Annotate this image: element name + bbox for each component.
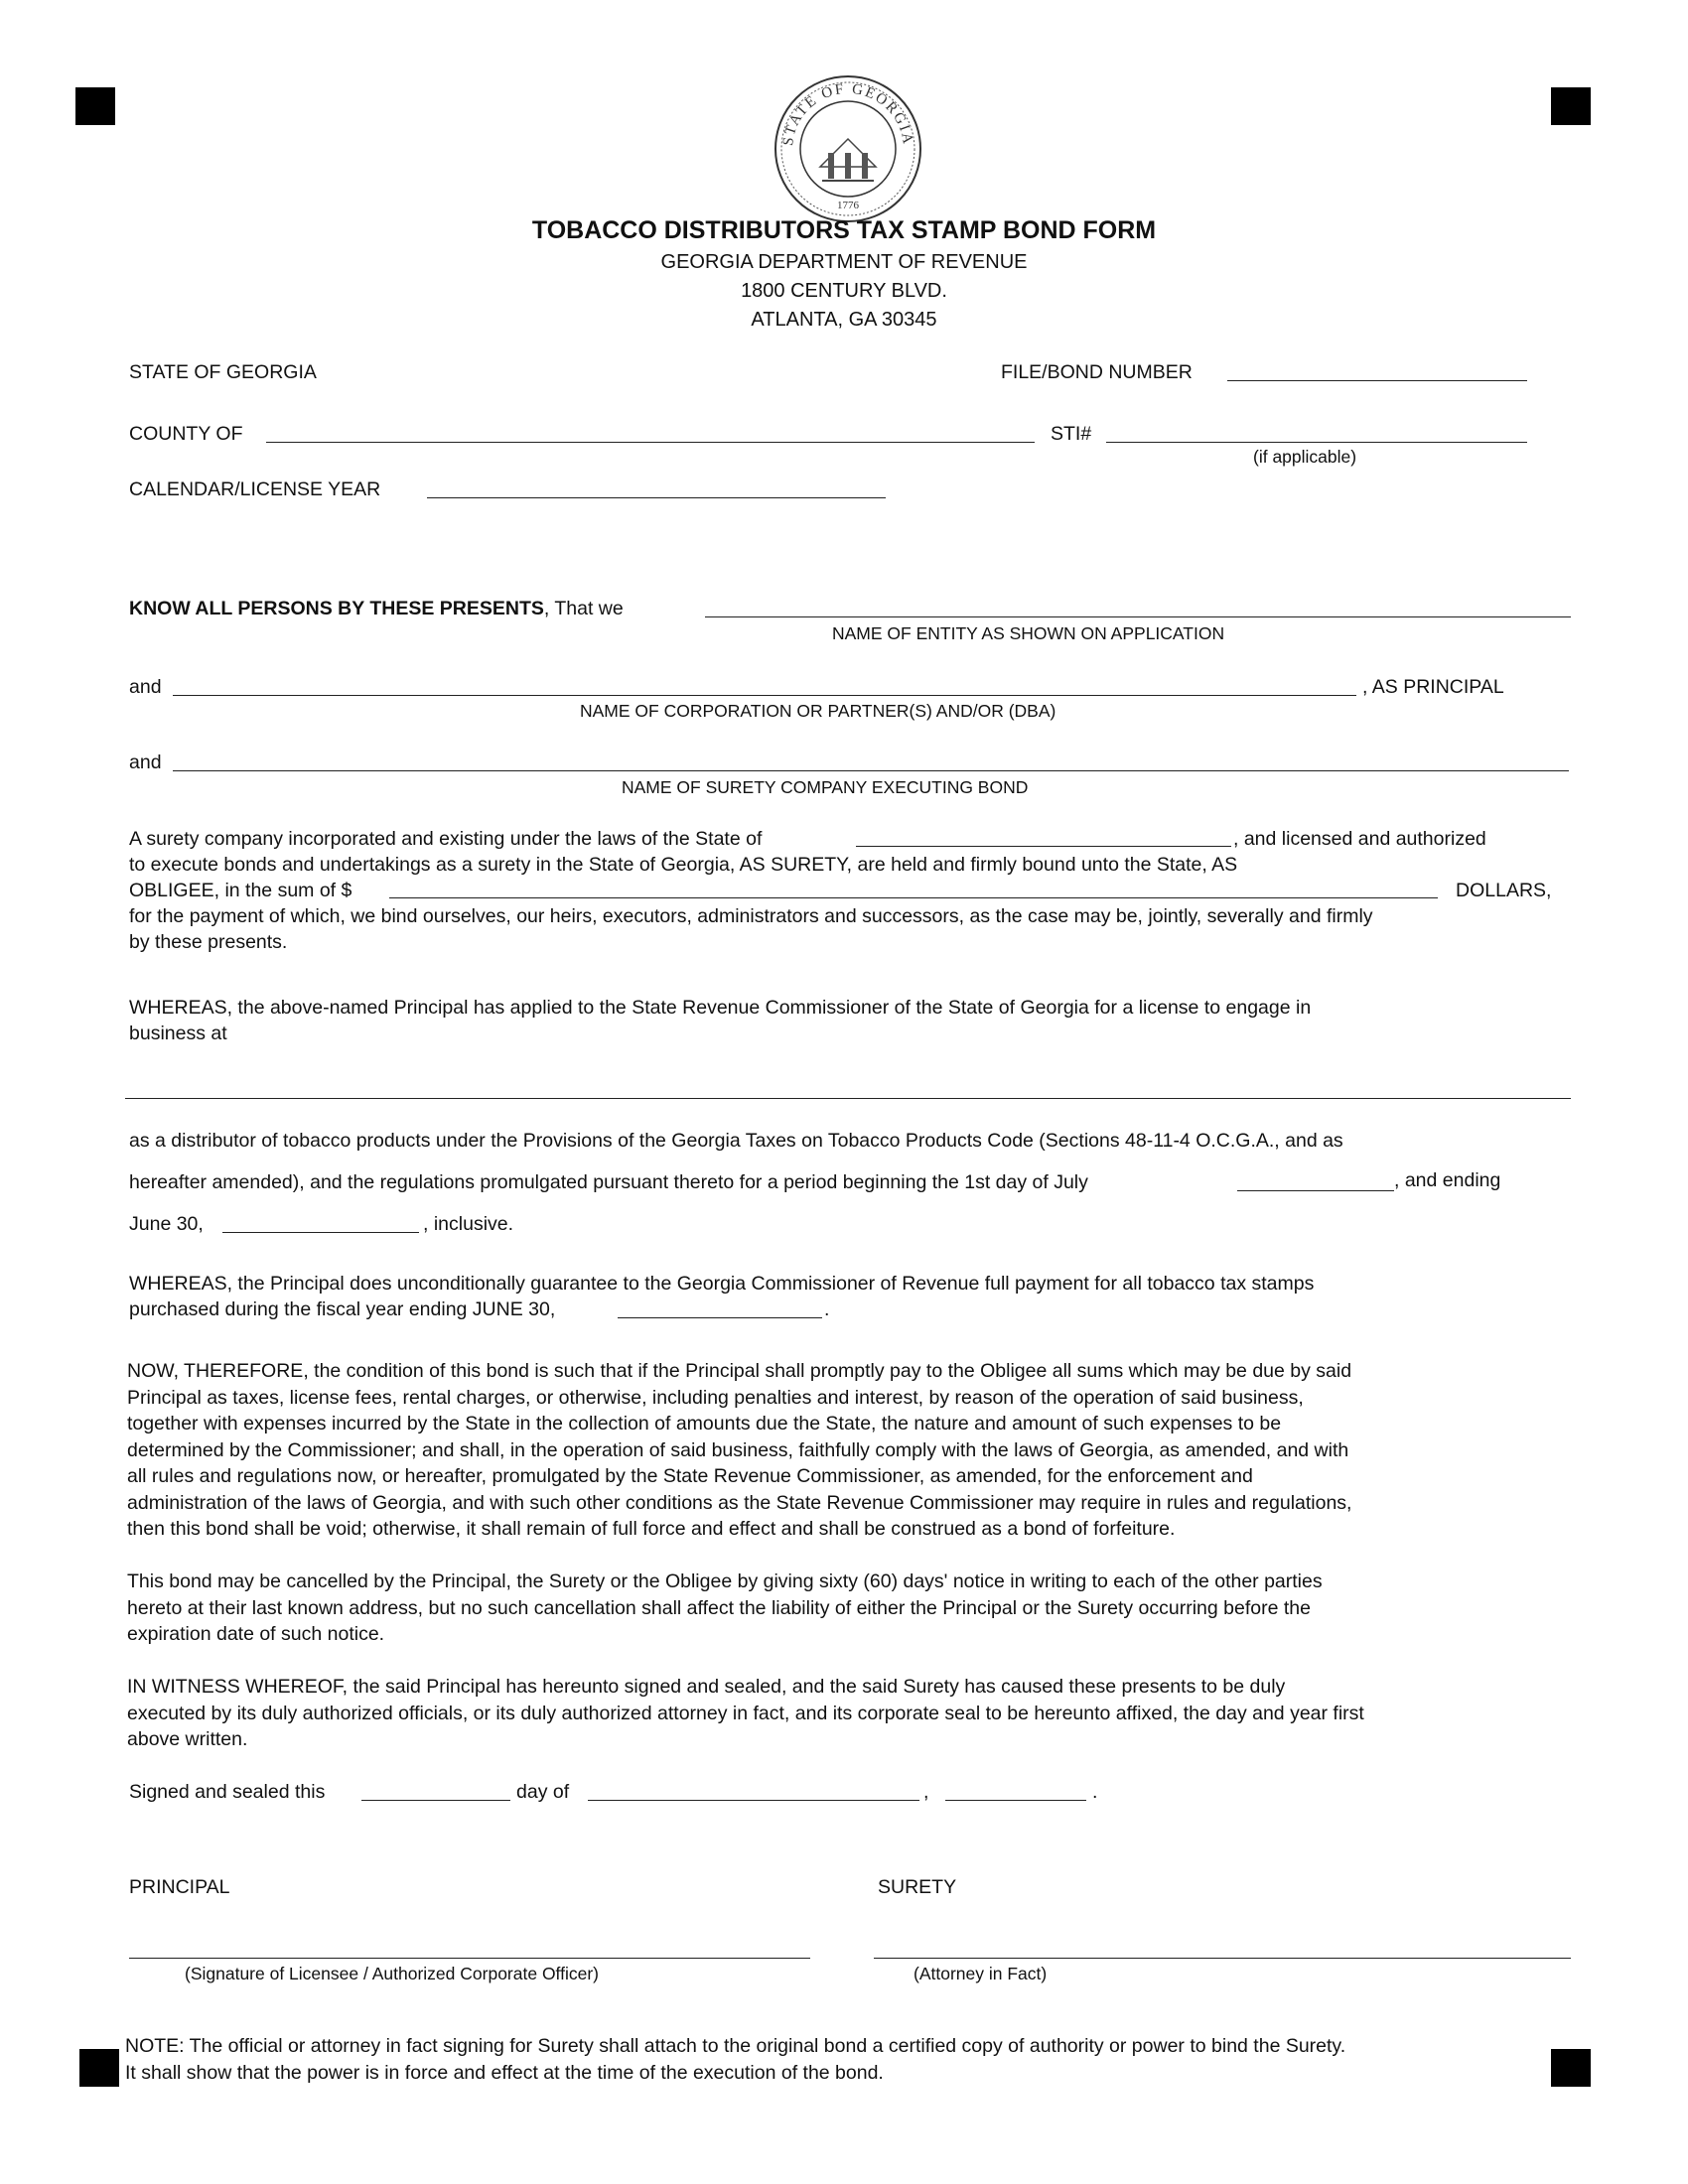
surety-state-field[interactable] <box>856 846 1231 847</box>
whereas-1-line-2: business at <box>129 1023 227 1044</box>
signed-year-field[interactable] <box>945 1800 1086 1801</box>
registration-mark-top-right <box>1551 87 1591 125</box>
entity-name-caption: NAME OF ENTITY AS SHOWN ON APPLICATION <box>832 623 1225 643</box>
note-line: It shall show that the power is in force and effect at the time of the execution of the bond. <box>125 2061 884 2084</box>
state-label: STATE OF GEORGIA <box>129 361 317 383</box>
georgia-state-seal <box>773 73 923 224</box>
corporation-name-field[interactable] <box>173 695 1356 696</box>
note-paragraph <box>125 2033 1555 2086</box>
cancellation-paragraph <box>127 1569 1557 1648</box>
now-therefore-line: NOW, THEREFORE, the condition of this bond is such that if the Principal shall promptly pay to the Obligee all sums which may be due by said <box>127 1360 1352 1382</box>
corporation-name-caption: NAME OF CORPORATION OR PARTNER(S) AND/OR (DBA) <box>580 701 1056 721</box>
calendar-license-year-label: CALENDAR/LICENSE YEAR <box>129 478 381 500</box>
now-therefore-paragraph <box>127 1358 1557 1543</box>
address-line-2: ATLANTA, GA 30345 <box>751 309 937 331</box>
if-applicable-note: (if applicable) <box>1253 447 1357 467</box>
registration-mark-top-left <box>75 87 115 125</box>
county-label: COUNTY OF <box>129 423 243 445</box>
bond-sum-field[interactable] <box>389 897 1438 898</box>
svg-text:1776: 1776 <box>837 200 859 211</box>
principal-signature-caption: (Signature of Licensee / Authorized Corporate Officer) <box>185 1964 599 1983</box>
surety-para-line-3b: DOLLARS, <box>1456 880 1552 901</box>
july-year-field[interactable] <box>1237 1190 1394 1191</box>
day-of-label: day of <box>516 1781 570 1803</box>
surety-signature-field[interactable] <box>874 1958 1571 1959</box>
fiscal-year-field[interactable] <box>618 1317 822 1318</box>
surety-para-line-5: by these presents. <box>129 931 288 953</box>
cancellation-line: This bond may be cancelled by the Principal, the Surety or the Obligee by giving sixty (60) days' notice in writing to each of the other parties <box>127 1570 1323 1592</box>
now-therefore-line: administration of the laws of Georgia, and with such other conditions as the State Revenue Commissioner may require in rules and regulations, <box>127 1491 1352 1514</box>
now-therefore-line: all rules and regulations now, or hereafter, promulgated by the State Revenue Commissioner, as amended, for the enforcement and <box>127 1465 1253 1487</box>
sti-field[interactable] <box>1106 442 1527 443</box>
file-bond-number-label: FILE/BOND NUMBER <box>1001 361 1193 383</box>
distributor-line-2b: , and ending <box>1394 1169 1501 1191</box>
cancellation-line: expiration date of such notice. <box>127 1623 385 1645</box>
form-title: TOBACCO DISTRIBUTORS TAX STAMP BOND FORM <box>531 216 1157 244</box>
as-principal-label: , AS PRINCIPAL <box>1362 676 1504 698</box>
signed-sealed-label: Signed and sealed this <box>129 1781 326 1803</box>
cancellation-line: hereto at their last known address, but no such cancellation shall affect the liability of either the Principal or the Surety occurring before the <box>127 1596 1311 1619</box>
surety-para-line-1b: , and licensed and authorized <box>1233 828 1486 850</box>
whereas-2-line-2a: purchased during the fiscal year ending JUNE 30, <box>129 1298 556 1320</box>
registration-mark-bottom-left <box>79 2049 119 2087</box>
surety-company-field[interactable] <box>173 770 1569 771</box>
surety-para-line-4: for the payment of which, we bind ourselves, our heirs, executors, administrators and successors, as the case may be, jointly, severally and firmly <box>129 905 1373 927</box>
now-therefore-line: then this bond shall be void; otherwise, it shall remain of full force and effect and shall be construed as a bond of forfeiture. <box>127 1518 1176 1540</box>
distributor-line-2a: hereafter amended), and the regulations promulgated pursuant thereto for a period beginning the 1st day of July <box>129 1171 1088 1193</box>
distributor-line-1: as a distributor of tobacco products under the Provisions of the Georgia Taxes on Tobacco Products Code (Sections 48-11-4 O.C.G.A., and as <box>129 1130 1343 1152</box>
department-name: GEORGIA DEPARTMENT OF REVENUE <box>660 251 1028 273</box>
svg-text:STATE OF GEORGIA: STATE OF GEORGIA <box>779 80 916 147</box>
entity-name-field[interactable] <box>705 616 1571 617</box>
surety-company-caption: NAME OF SURETY COMPANY EXECUTING BOND <box>622 777 1029 797</box>
surety-signature-caption: (Attorney in Fact) <box>914 1964 1048 1983</box>
signed-comma: , <box>923 1781 929 1803</box>
note-line: NOTE: The official or attorney in fact signing for Surety shall attach to the original bond a certified copy of authority or power to bind the Surety. <box>125 2035 1346 2057</box>
signed-day-field[interactable] <box>361 1800 510 1801</box>
now-therefore-line: Principal as taxes, license fees, rental charges, or otherwise, including penalties and interest, by reason of the operation of said business, <box>127 1386 1304 1409</box>
signed-period: . <box>1092 1781 1098 1803</box>
witness-paragraph <box>127 1674 1557 1753</box>
witness-line: IN WITNESS WHEREOF, the said Principal has hereunto signed and sealed, and the said Surety has caused these presents to be duly <box>127 1676 1286 1698</box>
county-field[interactable] <box>266 442 1035 443</box>
whereas-2-line-2b: . <box>824 1298 830 1320</box>
sti-label: STI# <box>1051 423 1092 445</box>
calendar-license-year-field[interactable] <box>427 497 886 498</box>
business-address-field[interactable] <box>125 1098 1571 1099</box>
now-therefore-line: determined by the Commissioner; and shall, in the operation of said business, faithfully comply with the laws of Georgia, as amended, and with <box>127 1438 1349 1461</box>
witness-line: above written. <box>127 1728 248 1750</box>
principal-label: PRINCIPAL <box>129 1876 230 1898</box>
and-label-1: and <box>129 676 162 698</box>
registration-mark-bottom-right <box>1551 2049 1591 2087</box>
june-year-field[interactable] <box>222 1232 419 1233</box>
and-label-2: and <box>129 751 162 773</box>
whereas-1-line-1: WHEREAS, the above-named Principal has applied to the State Revenue Commissioner of the State of Georgia for a license to engage in <box>129 997 1312 1019</box>
surety-para-line-2: to execute bonds and undertakings as a surety in the State of Georgia, AS SURETY, are held and firmly bound unto the State, AS <box>129 854 1238 876</box>
distributor-line-3a: June 30, <box>129 1213 204 1235</box>
surety-label: SURETY <box>878 1876 957 1898</box>
know-all-persons-text: KNOW ALL PERSONS BY THESE PRESENTS, That we <box>129 598 624 619</box>
address-line-1: 1800 CENTURY BLVD. <box>741 280 947 302</box>
surety-para-line-3a: OBLIGEE, in the sum of $ <box>129 880 352 901</box>
distributor-line-3b: , inclusive. <box>423 1213 514 1235</box>
whereas-2-line-1: WHEREAS, the Principal does unconditionally guarantee to the Georgia Commissioner of Revenue full payment for all tobacco tax stamps <box>129 1273 1315 1295</box>
principal-signature-field[interactable] <box>129 1958 810 1959</box>
signed-month-field[interactable] <box>588 1800 919 1801</box>
now-therefore-line: together with expenses incurred by the State in the collection of amounts due the State, the nature and amount of such expenses to be <box>127 1413 1282 1434</box>
surety-para-line-1a: A surety company incorporated and existing under the laws of the State of <box>129 828 763 850</box>
witness-line: executed by its duly authorized officials, or its duly authorized attorney in fact, and its corporate seal to be hereunto affixed, the day and year first <box>127 1702 1364 1724</box>
file-bond-number-field[interactable] <box>1227 380 1527 381</box>
